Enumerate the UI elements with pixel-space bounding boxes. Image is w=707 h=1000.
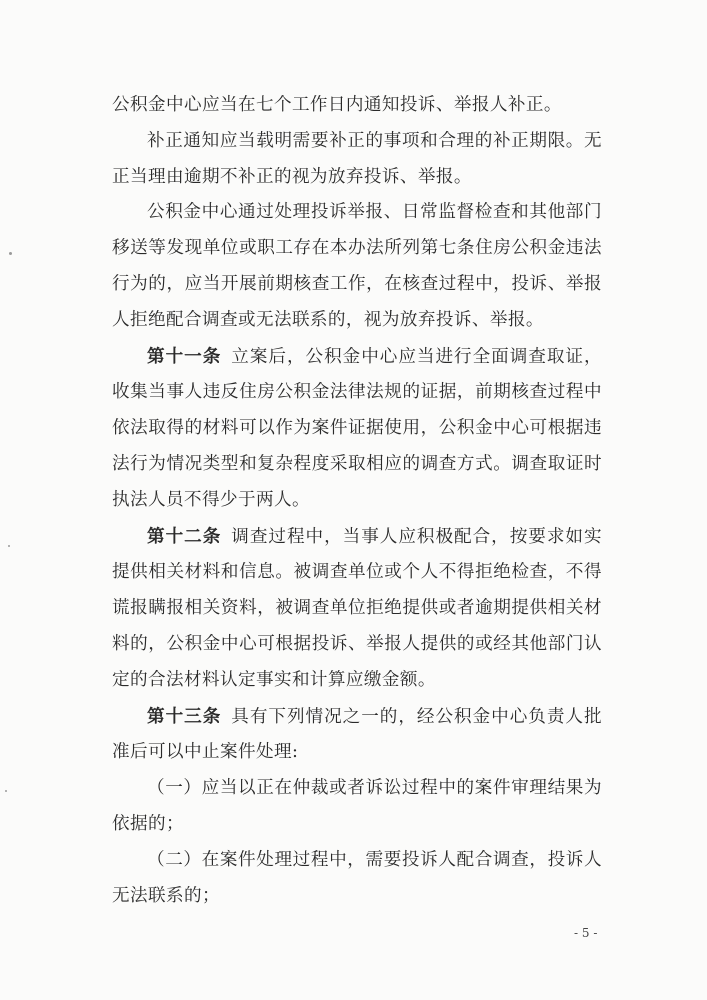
article-heading: 第十二条 xyxy=(147,525,222,547)
document-body xyxy=(112,88,602,914)
article-heading: 第十一条 xyxy=(147,345,222,367)
paragraph-text: 公积金中心通过处理投诉举报、日常监督检查和其他部门移送等发现单位或职工存在本办法所列第七条住房公积金违法行为的，应当开展前期核查工作，在核查过程中，投诉、举报人拒绝配合调查或无法联系的，视为放弃投诉、举报。 xyxy=(112,202,602,330)
article-11 xyxy=(112,339,602,519)
article-13 xyxy=(112,699,602,772)
list-item-text: （二）在案件处理过程中，需要投诉人配合调查，投诉人无法联系的； xyxy=(112,849,602,906)
scan-speck xyxy=(9,252,12,255)
article-12 xyxy=(112,519,602,699)
article-heading: 第十三条 xyxy=(147,705,222,727)
paragraph-text: 公积金中心应当在七个工作日内通知投诉、举报人补正。 xyxy=(112,95,562,115)
list-item-text: （一）应当以正在仲裁或者诉讼过程中的案件审理结果为依据的； xyxy=(112,778,602,834)
scan-speck xyxy=(8,545,10,547)
paragraph-correction-notice xyxy=(112,124,602,196)
page-number: - 5 - xyxy=(574,926,598,940)
paragraph-text: 补正通知应当载明需要补正的事项和合理的补正期限。无正当理由逾期不补正的视为放弃投诉、举报。 xyxy=(112,130,602,187)
scan-speck xyxy=(5,790,7,792)
article-text: 调查过程中，当事人应积极配合，按要求如实提供相关材料和信息。被调查单位或个人不得拒绝检查，不得谎报瞒报相关资料，被调查单位拒绝提供或者逾期提供相关材料的，公积金中心可根据投诉、举报人提供的或经其他部门认定的合法材料认定事实和计算应缴金额。 xyxy=(112,526,602,690)
paragraph-continuation xyxy=(112,88,602,124)
article-text: 立案后，公积金中心应当进行全面调查取证，收集当事人违反住房公积金法律法规的证据，前期核查过程中依法取得的材料可以作为案件证据使用，公积金中心可根据违法行为情况类型和复杂程度采取相应的调查方式。调查取证时执法人员不得少于两人。 xyxy=(112,346,602,510)
article-text: 具有下列情况之一的，经公积金中心负责人批准后可以中止案件处理: xyxy=(112,706,602,763)
paragraph-preliminary-check xyxy=(112,195,602,338)
list-item-1 xyxy=(112,771,602,843)
list-item-2 xyxy=(112,843,602,915)
